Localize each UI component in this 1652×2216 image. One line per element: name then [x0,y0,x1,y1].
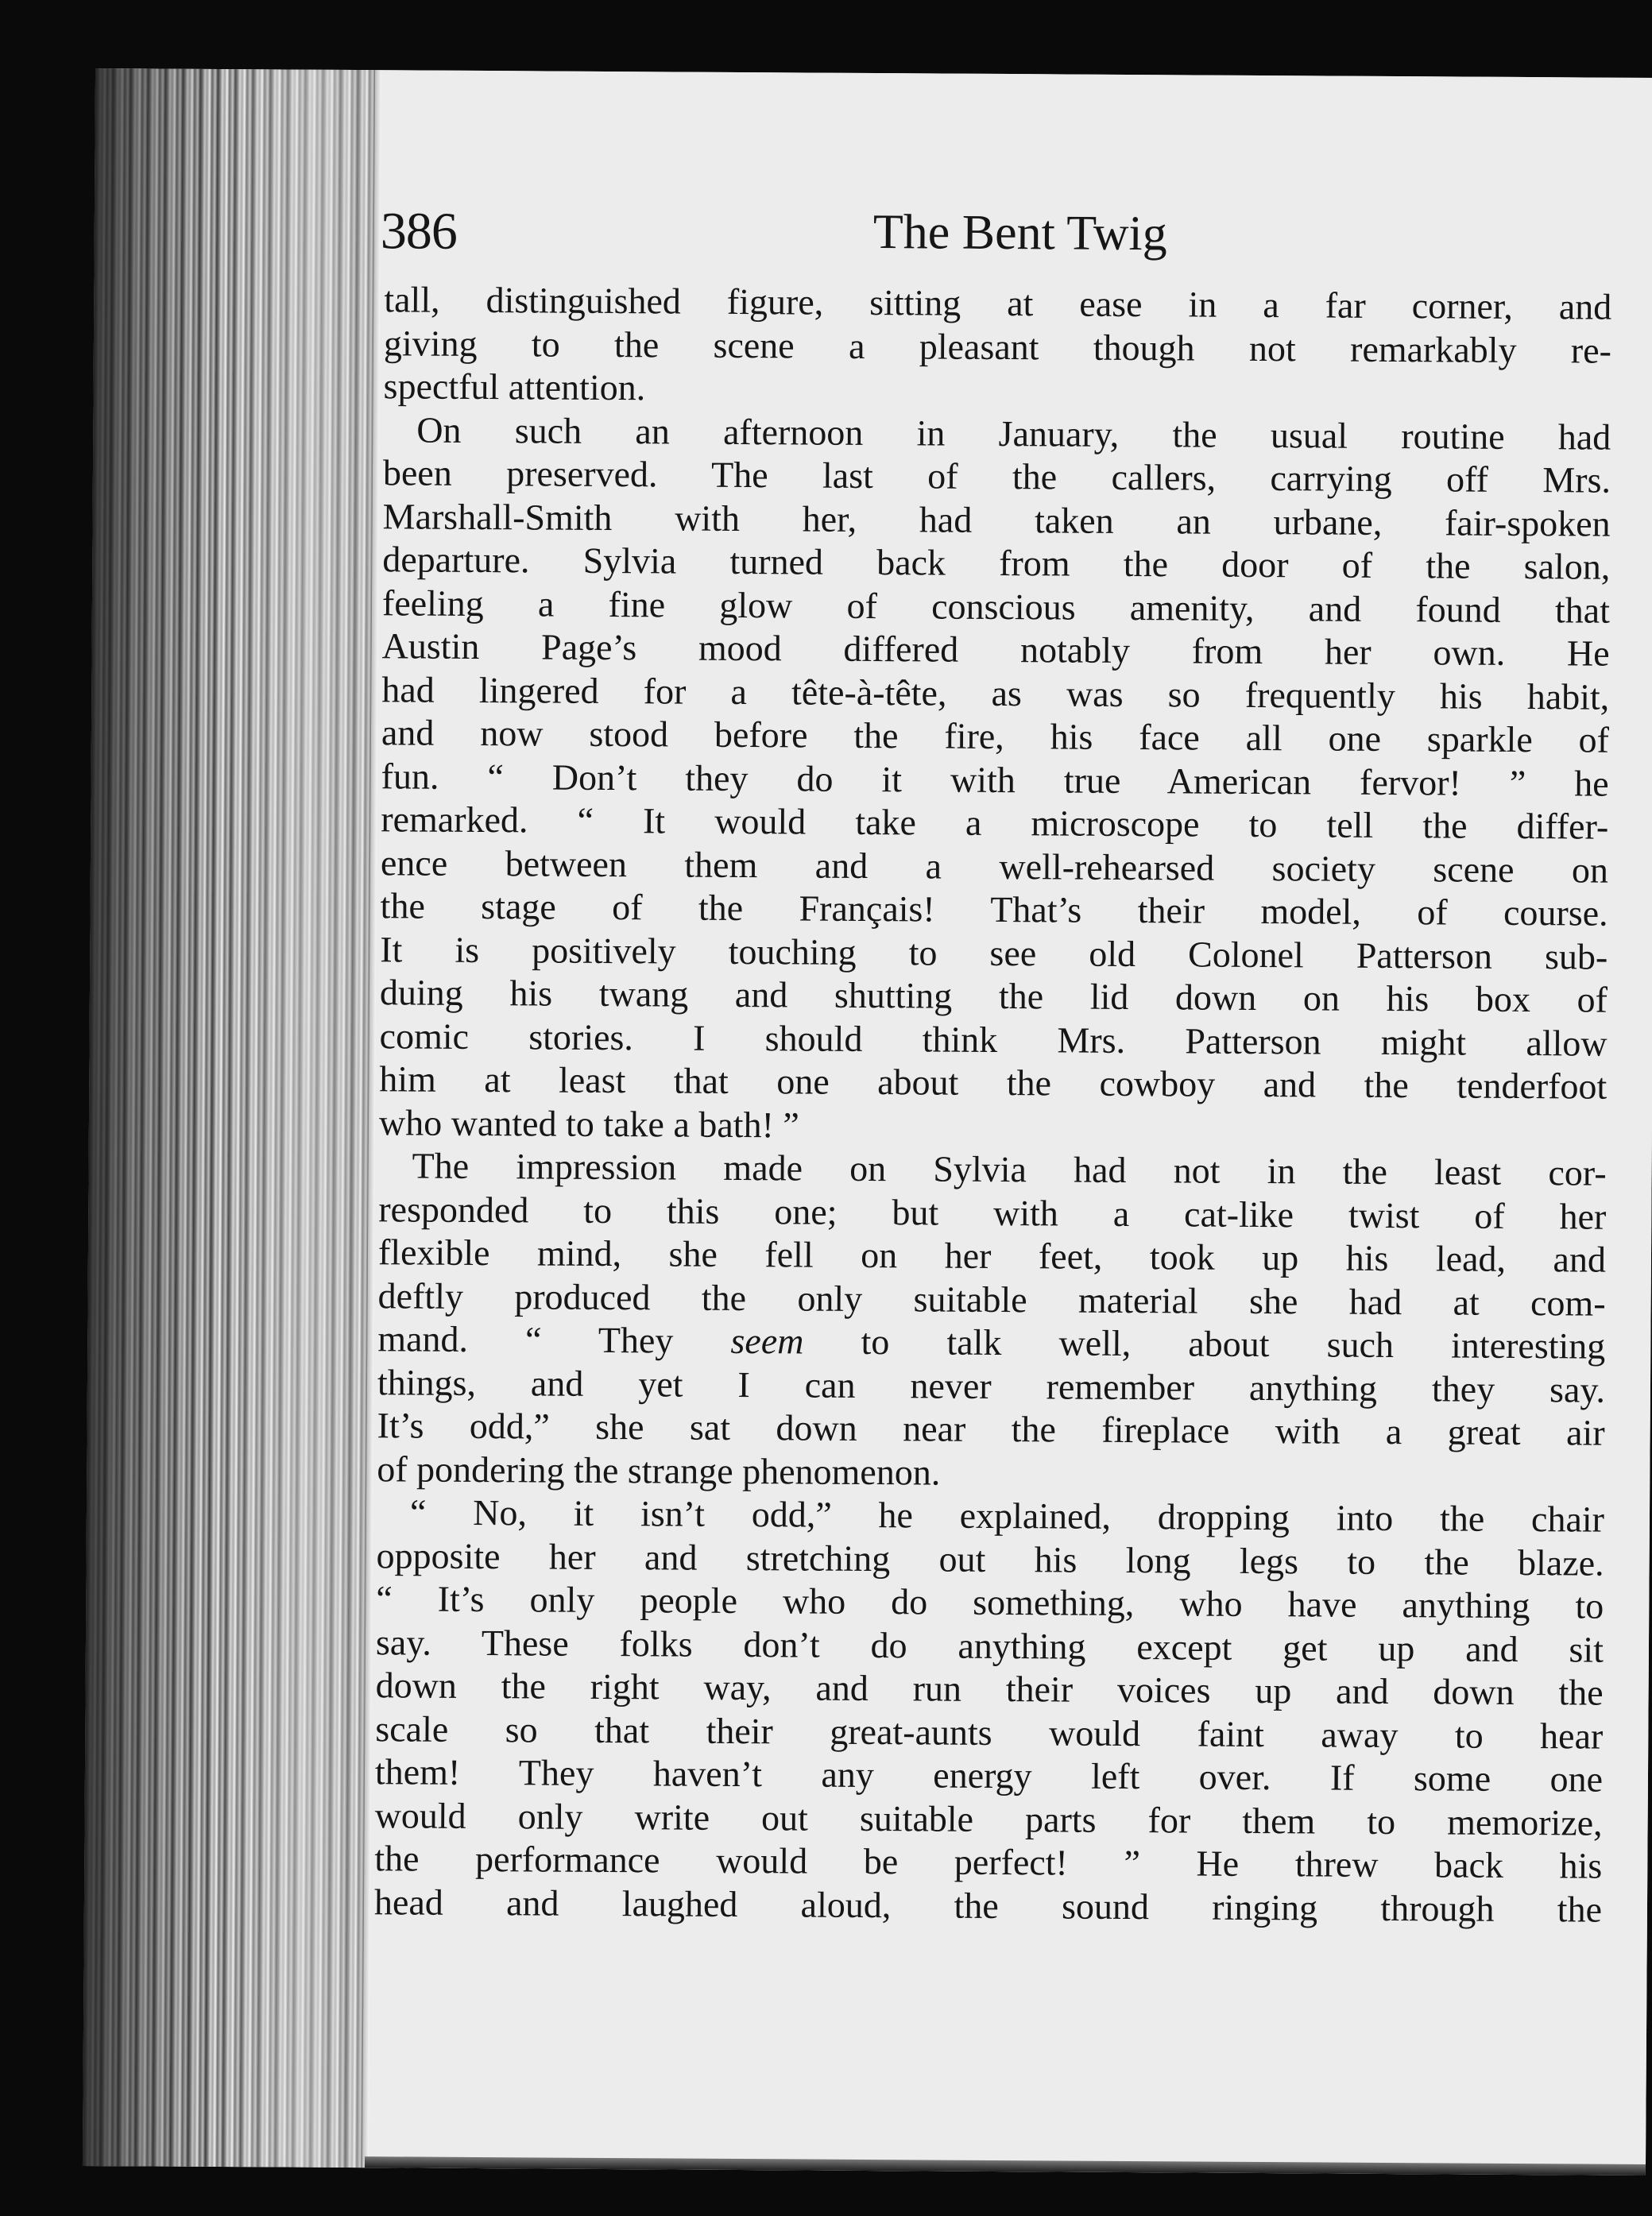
text-line: “ It’s only people who do something, who have anything to [376,1578,1604,1626]
text-segment: mand. “ They [377,1318,731,1361]
text-line: remarked. “ It would take a microscope to tell the differ- [381,799,1609,847]
text-line: duing his twang and shutting the lid down on his box of [379,972,1608,1020]
text-line: comic stories. I should think Mrs. Patterson might allow [379,1015,1608,1064]
emphasis-text: seem [730,1320,804,1362]
text-line: had lingered for a tête-à-tête, as was so frequently his habit, [381,668,1610,717]
text-line: down the right way, and run their voices up and down the [375,1665,1604,1713]
text-line: It is positively touching to see old Colonel Patterson sub- [380,928,1608,977]
text-line: deftly produced the only suitable material she had at com- [377,1274,1606,1324]
book-title: The Bent Twig [872,205,1167,261]
text-line: The impression made on Sylvia had not in the least cor- [412,1145,1607,1193]
running-head [381,201,1613,280]
text-line: On such an afternoon in January, the usual routine had [416,408,1611,458]
text-line: him at least that one about the cowboy and the tenderfoot [379,1058,1608,1107]
text-line: spectful attention. [383,365,646,408]
text-line: flexible mind, she fell on her feet, took up his lead, and [377,1232,1607,1280]
text-segment: to talk well, about such interesting [803,1321,1606,1367]
text-line: of pondering the strange phenomenon. [377,1448,941,1493]
text-line: Marshall-Smith with her, had taken an urbane, fair-spoken [382,495,1611,544]
text-line: who wanted to take a bath! ” [378,1101,799,1145]
text-line: feeling a fine glow of conscious amenity, and found that [381,582,1611,631]
text-line: the stage of the Français! That’s their model, of course. [380,885,1608,934]
text-line: It’s odd,” she sat down near the fireplace with a great air [377,1405,1605,1453]
text-line: tall, distinguished figure, sitting at ease in a far corner, and [384,279,1612,327]
page-edges [83,68,377,2168]
text-line: been preserved. The last of the callers, carrying off Mrs. [382,452,1611,501]
text-line [377,1317,1605,1368]
text-line: and now stood before the fire, his face all one sparkle of [381,712,1610,760]
text-line: opposite her and stretching out his long legs to the blaze. [376,1534,1604,1584]
text-line: them! They haven’t any energy left over. If some one [374,1751,1604,1800]
book-page [83,68,1652,2175]
text-line: responded to this one; but with a cat-like twist of her [378,1188,1607,1237]
body-text [374,278,1612,1931]
text-line: the performance would be perfect! ” He threw back his [374,1838,1603,1886]
text-line: scale so that their great-aunts would faint away to hear [375,1707,1604,1757]
text-line: “ No, it isn’t odd,” he explained, dropping into the chair [409,1491,1605,1540]
text-line: would only write out suitable parts for them to memorize, [374,1794,1603,1843]
text-line: fun. “ Don’t they do it with true American fervor! ” he [381,755,1609,804]
text-line: departure. Sylvia turned back from the door of the salon, [382,539,1611,587]
text-line: say. These folks don’t do anything except get up and sit [375,1621,1604,1670]
text-line: head and laughed aloud, the sound ringing through the [373,1881,1603,1930]
text-line: ence between them and a well-rehearsed society scene on [380,841,1609,891]
text-line: Austin Page’s mood differed notably from her own. He [381,625,1610,674]
page-number: 386 [380,202,458,261]
text-line: giving to the scene a pleasant though not remarkably re- [383,322,1612,371]
text-line: things, and yet I can never remember anything they say. [377,1361,1606,1410]
